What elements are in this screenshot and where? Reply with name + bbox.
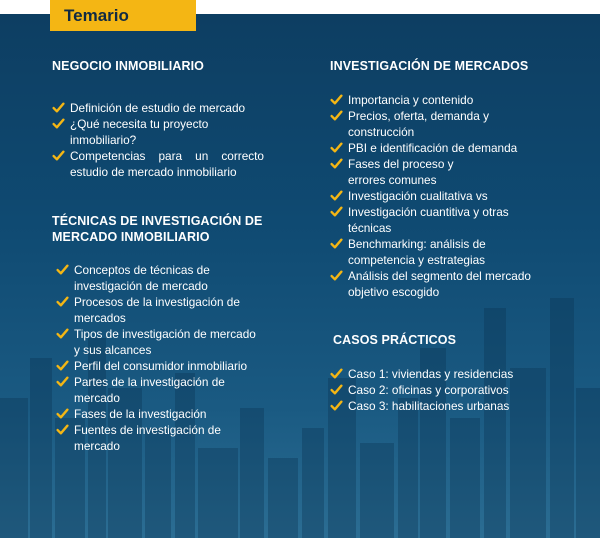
check-icon	[52, 101, 65, 114]
list-item-text: Investigación cuantitiva y otras técnicas	[348, 205, 509, 235]
syllabus-tab: Temario	[50, 0, 196, 31]
list-item-text: Fases del proceso y errores comunes	[348, 157, 454, 187]
list-item-text: Perfil del consumidor inmobiliario	[74, 359, 248, 373]
check-icon	[330, 157, 343, 170]
section-investigacion-mercados	[330, 58, 560, 300]
list-item	[52, 148, 264, 180]
check-icon	[56, 263, 69, 276]
check-icon	[330, 109, 343, 122]
topic-list	[330, 92, 540, 300]
list-item-text: Conceptos de técnicas de investigación de mercado	[74, 263, 210, 293]
section-title: TÉCNICAS DE INVESTIGACIÓN DE MERCADO INMOBILIARIO	[52, 214, 263, 244]
list-item	[330, 204, 540, 236]
list-item-text: Tipos de investigación de mercado y sus alcances	[74, 327, 256, 357]
list-item	[56, 262, 256, 294]
list-item-text: Fuentes de investigación de mercado	[74, 423, 221, 453]
check-icon	[56, 407, 69, 420]
list-item-text: Definición de estudio de mercado	[70, 101, 246, 115]
list-item	[56, 374, 256, 406]
list-item	[56, 326, 256, 358]
list-item-text: Investigación cualitativa vs	[348, 189, 488, 203]
list-item-text: Caso 1: viviendas y residencias	[348, 367, 514, 381]
check-icon	[56, 375, 69, 388]
list-item-text: Fases de la investigación	[74, 407, 207, 421]
check-icon	[330, 141, 343, 154]
list-item	[56, 294, 256, 326]
check-icon	[330, 93, 343, 106]
list-item	[56, 406, 256, 422]
check-icon	[56, 295, 69, 308]
section-negocio-inmobiliario	[52, 58, 264, 180]
list-item-text: Caso 3: habilitaciones urbanas	[348, 399, 510, 413]
check-icon	[330, 205, 343, 218]
check-icon	[56, 327, 69, 340]
list-item	[52, 116, 264, 148]
list-item-text: Análisis del segmento del mercado objetivo escogido	[348, 269, 531, 299]
list-item-text: Competencias para un correcto estudio de mercado inmobiliario	[70, 149, 264, 179]
list-item-text: Partes de la investigación de mercado	[74, 375, 225, 405]
list-item	[330, 268, 540, 300]
list-item	[330, 140, 540, 156]
list-item	[330, 398, 560, 414]
list-item-text: PBI e identificación de demanda	[348, 141, 518, 155]
list-item	[330, 108, 540, 140]
check-icon	[52, 117, 65, 130]
list-item	[56, 422, 256, 454]
check-icon	[330, 237, 343, 250]
check-icon	[330, 399, 343, 412]
list-item	[330, 188, 540, 204]
topic-list	[56, 262, 256, 454]
section-title: INVESTIGACIÓN DE MERCADOS	[330, 59, 529, 73]
section-title: NEGOCIO INMOBILIARIO	[52, 59, 204, 73]
list-item-text: Precios, oferta, demanda y construcción	[348, 109, 489, 139]
list-item	[330, 366, 560, 382]
topic-list	[52, 100, 264, 180]
section-tecnicas-investigacion	[52, 213, 272, 454]
check-icon	[330, 189, 343, 202]
list-item-text: ¿Qué necesita tu proyecto inmobiliario?	[70, 117, 209, 147]
check-icon	[330, 383, 343, 396]
check-icon	[56, 359, 69, 372]
section-casos-practicos	[330, 332, 560, 414]
topic-list	[330, 366, 560, 414]
check-icon	[330, 269, 343, 282]
check-icon	[52, 149, 65, 162]
list-item	[56, 358, 256, 374]
list-item-text: Caso 2: oficinas y corporativos	[348, 383, 509, 397]
list-item	[330, 92, 540, 108]
list-item	[52, 100, 264, 116]
list-item-text: Benchmarking: análisis de competencia y estrategias	[348, 237, 486, 267]
list-item	[330, 156, 540, 188]
section-title: CASOS PRÁCTICOS	[333, 333, 457, 347]
check-icon	[330, 367, 343, 380]
check-icon	[56, 423, 69, 436]
list-item-text: Procesos de la investigación de mercados	[74, 295, 240, 325]
list-item-text: Importancia y contenido	[348, 93, 474, 107]
list-item	[330, 382, 560, 398]
list-item	[330, 236, 540, 268]
